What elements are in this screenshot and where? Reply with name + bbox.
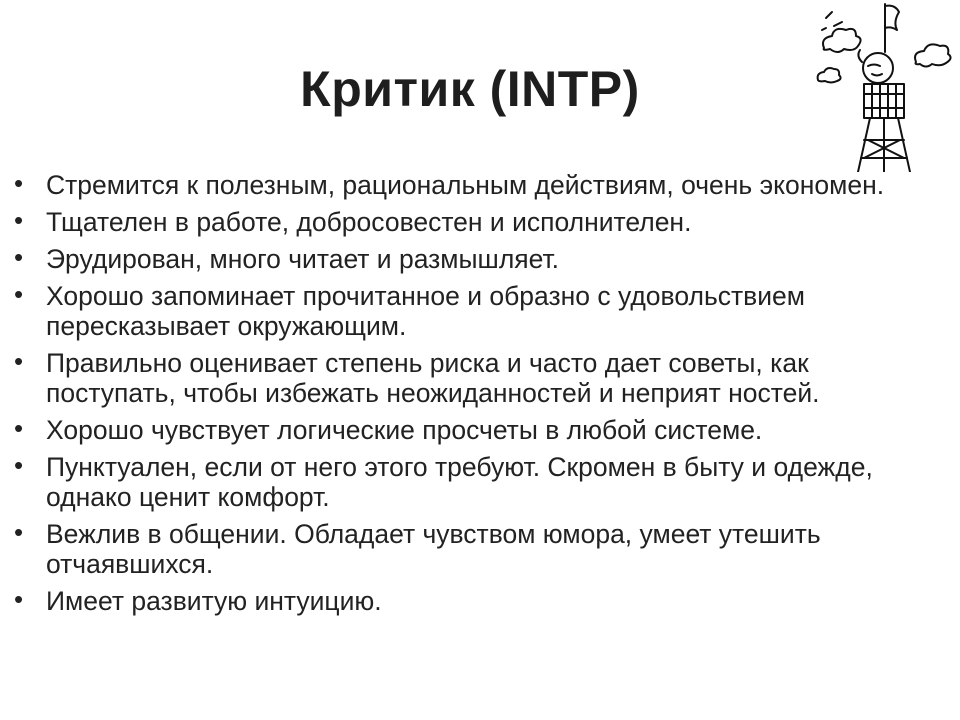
tower-basket: [864, 84, 904, 118]
bullet-item: [14, 207, 944, 237]
bullet-dot-icon: •: [14, 450, 24, 480]
lookout-head: [863, 53, 893, 83]
wind-dash-icon: [822, 12, 842, 30]
bullet-dot-icon: •: [14, 413, 24, 443]
tower-leg-right: [898, 118, 910, 172]
bullet-item: [14, 415, 944, 445]
bullet-text: Вежлив в общении. Обладает чувством юмора, умеет утешить отчаявшихся.: [46, 519, 821, 579]
cloud-small-icon: [818, 68, 841, 83]
bullet-item: [14, 348, 944, 408]
slide-title: Критик (INTP): [300, 61, 640, 117]
bullet-item: [14, 281, 944, 341]
bullet-dot-icon: •: [14, 242, 24, 272]
bullet-text: Пунктуален, если от него этого требуют. Скромен в быту и одежде, однако ценит комфорт.: [46, 452, 873, 512]
bullet-text: Тщателен в работе, добросовестен и исполнителен.: [46, 207, 692, 237]
bullet-text: Эрудирован, много читает и размышляет.: [46, 244, 560, 274]
bullet-text: Правильно оценивает степень риска и часто дает советы, как поступать, чтобы избежать неожиданностей и неприят ностей.: [46, 348, 820, 408]
bullet-dot-icon: •: [14, 205, 24, 235]
bullet-item: [14, 586, 944, 616]
bullet-list: [14, 170, 944, 623]
bullet-item: [14, 519, 944, 579]
cloud-right-icon: [915, 44, 951, 66]
bullet-item: [14, 452, 944, 512]
cloud-left-icon: [823, 29, 861, 52]
bullet-dot-icon: •: [14, 279, 24, 309]
flag-icon: [885, 6, 899, 30]
tower-leg-left: [858, 118, 870, 172]
bullet-dot-icon: •: [14, 346, 24, 376]
bullet-text: Хорошо запоминает прочитанное и образно с удовольствием пересказывает окружающим.: [46, 281, 805, 341]
bullet-text: Хорошо чувствует логические просчеты в любой системе.: [46, 415, 763, 445]
bullet-dot-icon: •: [14, 584, 24, 614]
bullet-dot-icon: •: [14, 517, 24, 547]
bullet-item: [14, 170, 944, 200]
bullet-item: [14, 244, 944, 274]
bullet-text: Стремится к полезным, рациональным действиям, очень экономен.: [46, 170, 885, 200]
watchtower-lookout-illustration: [812, 0, 960, 172]
bullet-text: Имеет развитую интуицию.: [46, 586, 382, 616]
bullet-dot-icon: •: [14, 168, 24, 198]
